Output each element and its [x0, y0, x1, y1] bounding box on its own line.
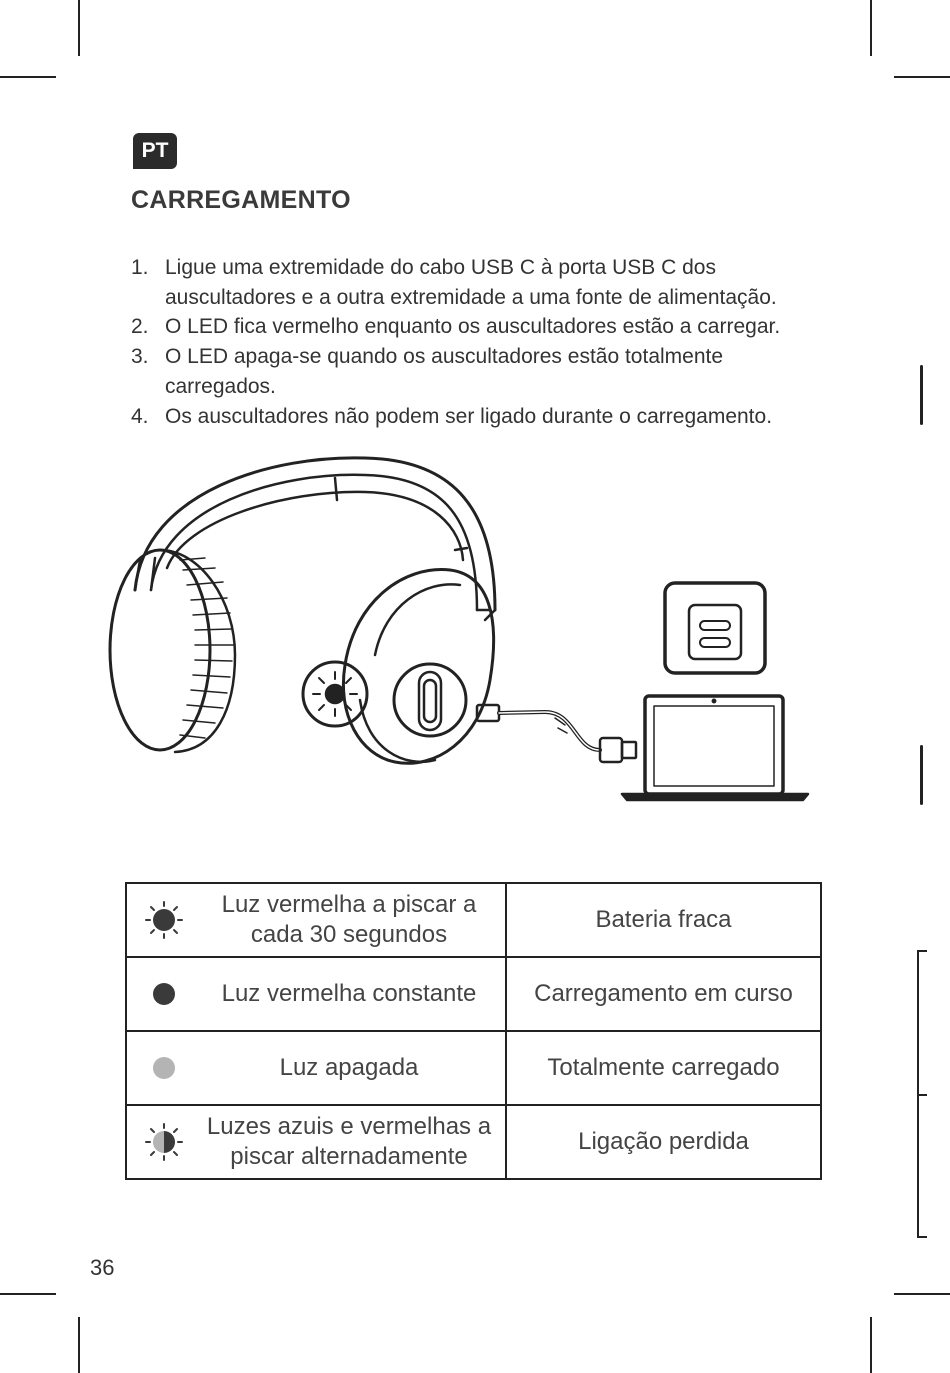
status-cell: Ligação perdida [506, 1105, 821, 1179]
light-cell [126, 957, 506, 1031]
instruction-item [131, 312, 831, 342]
crop-mark [0, 76, 56, 78]
registration-mark [920, 365, 923, 425]
solid-dot-icon [151, 981, 177, 1007]
crop-mark [894, 76, 950, 78]
crop-mark [894, 1293, 950, 1295]
instruction-list [131, 253, 831, 431]
crop-mark [870, 1317, 872, 1373]
light-cell [126, 1105, 506, 1179]
wall-charger-icon [665, 583, 765, 673]
usb-cable-icon [477, 705, 636, 762]
table-row [126, 883, 821, 957]
item-text: O LED fica vermelho enquanto os auscultadores estão a carregar. [165, 315, 781, 339]
table-row [126, 957, 821, 1031]
instruction-item [131, 342, 831, 401]
usb-port-zoom-icon [394, 664, 466, 736]
instruction-item [131, 402, 831, 432]
page-number: 36 [90, 1255, 115, 1280]
table-row [126, 1031, 821, 1105]
item-text: Os auscultadores não podem ser ligado durante o carregamento. [165, 404, 773, 428]
item-number: 3. [131, 345, 149, 369]
registration-mark [917, 1236, 927, 1238]
status-cell: Bateria fraca [506, 883, 821, 957]
light-description: Luz apagada [279, 1054, 419, 1081]
item-number: 1. [131, 256, 149, 279]
registration-mark [917, 1094, 927, 1096]
laptop-icon [622, 696, 808, 800]
status-cell: Carregamento em curso [506, 957, 821, 1031]
charging-illustration [105, 450, 815, 810]
half-blinking-light-icon [144, 1122, 184, 1162]
crop-mark [78, 1317, 80, 1373]
light-cell [126, 883, 506, 957]
grey-dot-icon [151, 1055, 177, 1081]
registration-mark [920, 745, 923, 805]
crop-mark [0, 1293, 56, 1295]
table-row [126, 1105, 821, 1179]
status-table [125, 882, 822, 1180]
item-number: 4. [131, 404, 149, 428]
instruction-item [131, 253, 831, 312]
left-earcup-icon [110, 550, 235, 752]
registration-mark [917, 950, 927, 952]
blinking-light-icon [144, 900, 184, 940]
language-badge: PT [133, 133, 177, 169]
crop-mark [78, 0, 80, 56]
item-number: 2. [131, 315, 149, 339]
light-description: Luz vermelha constante [221, 980, 477, 1007]
light-description: Luz vermelha a piscar a cada 30 segundos [221, 891, 477, 948]
item-text: Ligue uma extremidade do cabo USB C à porta USB C dos auscultadores e a outra extremidade a uma fonte de alimentação. [165, 256, 777, 309]
light-description: Luzes azuis e vermelhas a piscar alternadamente [206, 1113, 492, 1170]
crop-mark [870, 0, 872, 56]
item-text: O LED apaga-se quando os auscultadores estão totalmente carregados. [165, 345, 724, 398]
headband-icon [135, 458, 495, 610]
status-cell: Totalmente carregado [506, 1031, 821, 1105]
led-zoom-icon [303, 662, 367, 726]
section-heading: CARREGAMENTO [131, 186, 351, 214]
light-cell [126, 1031, 506, 1105]
